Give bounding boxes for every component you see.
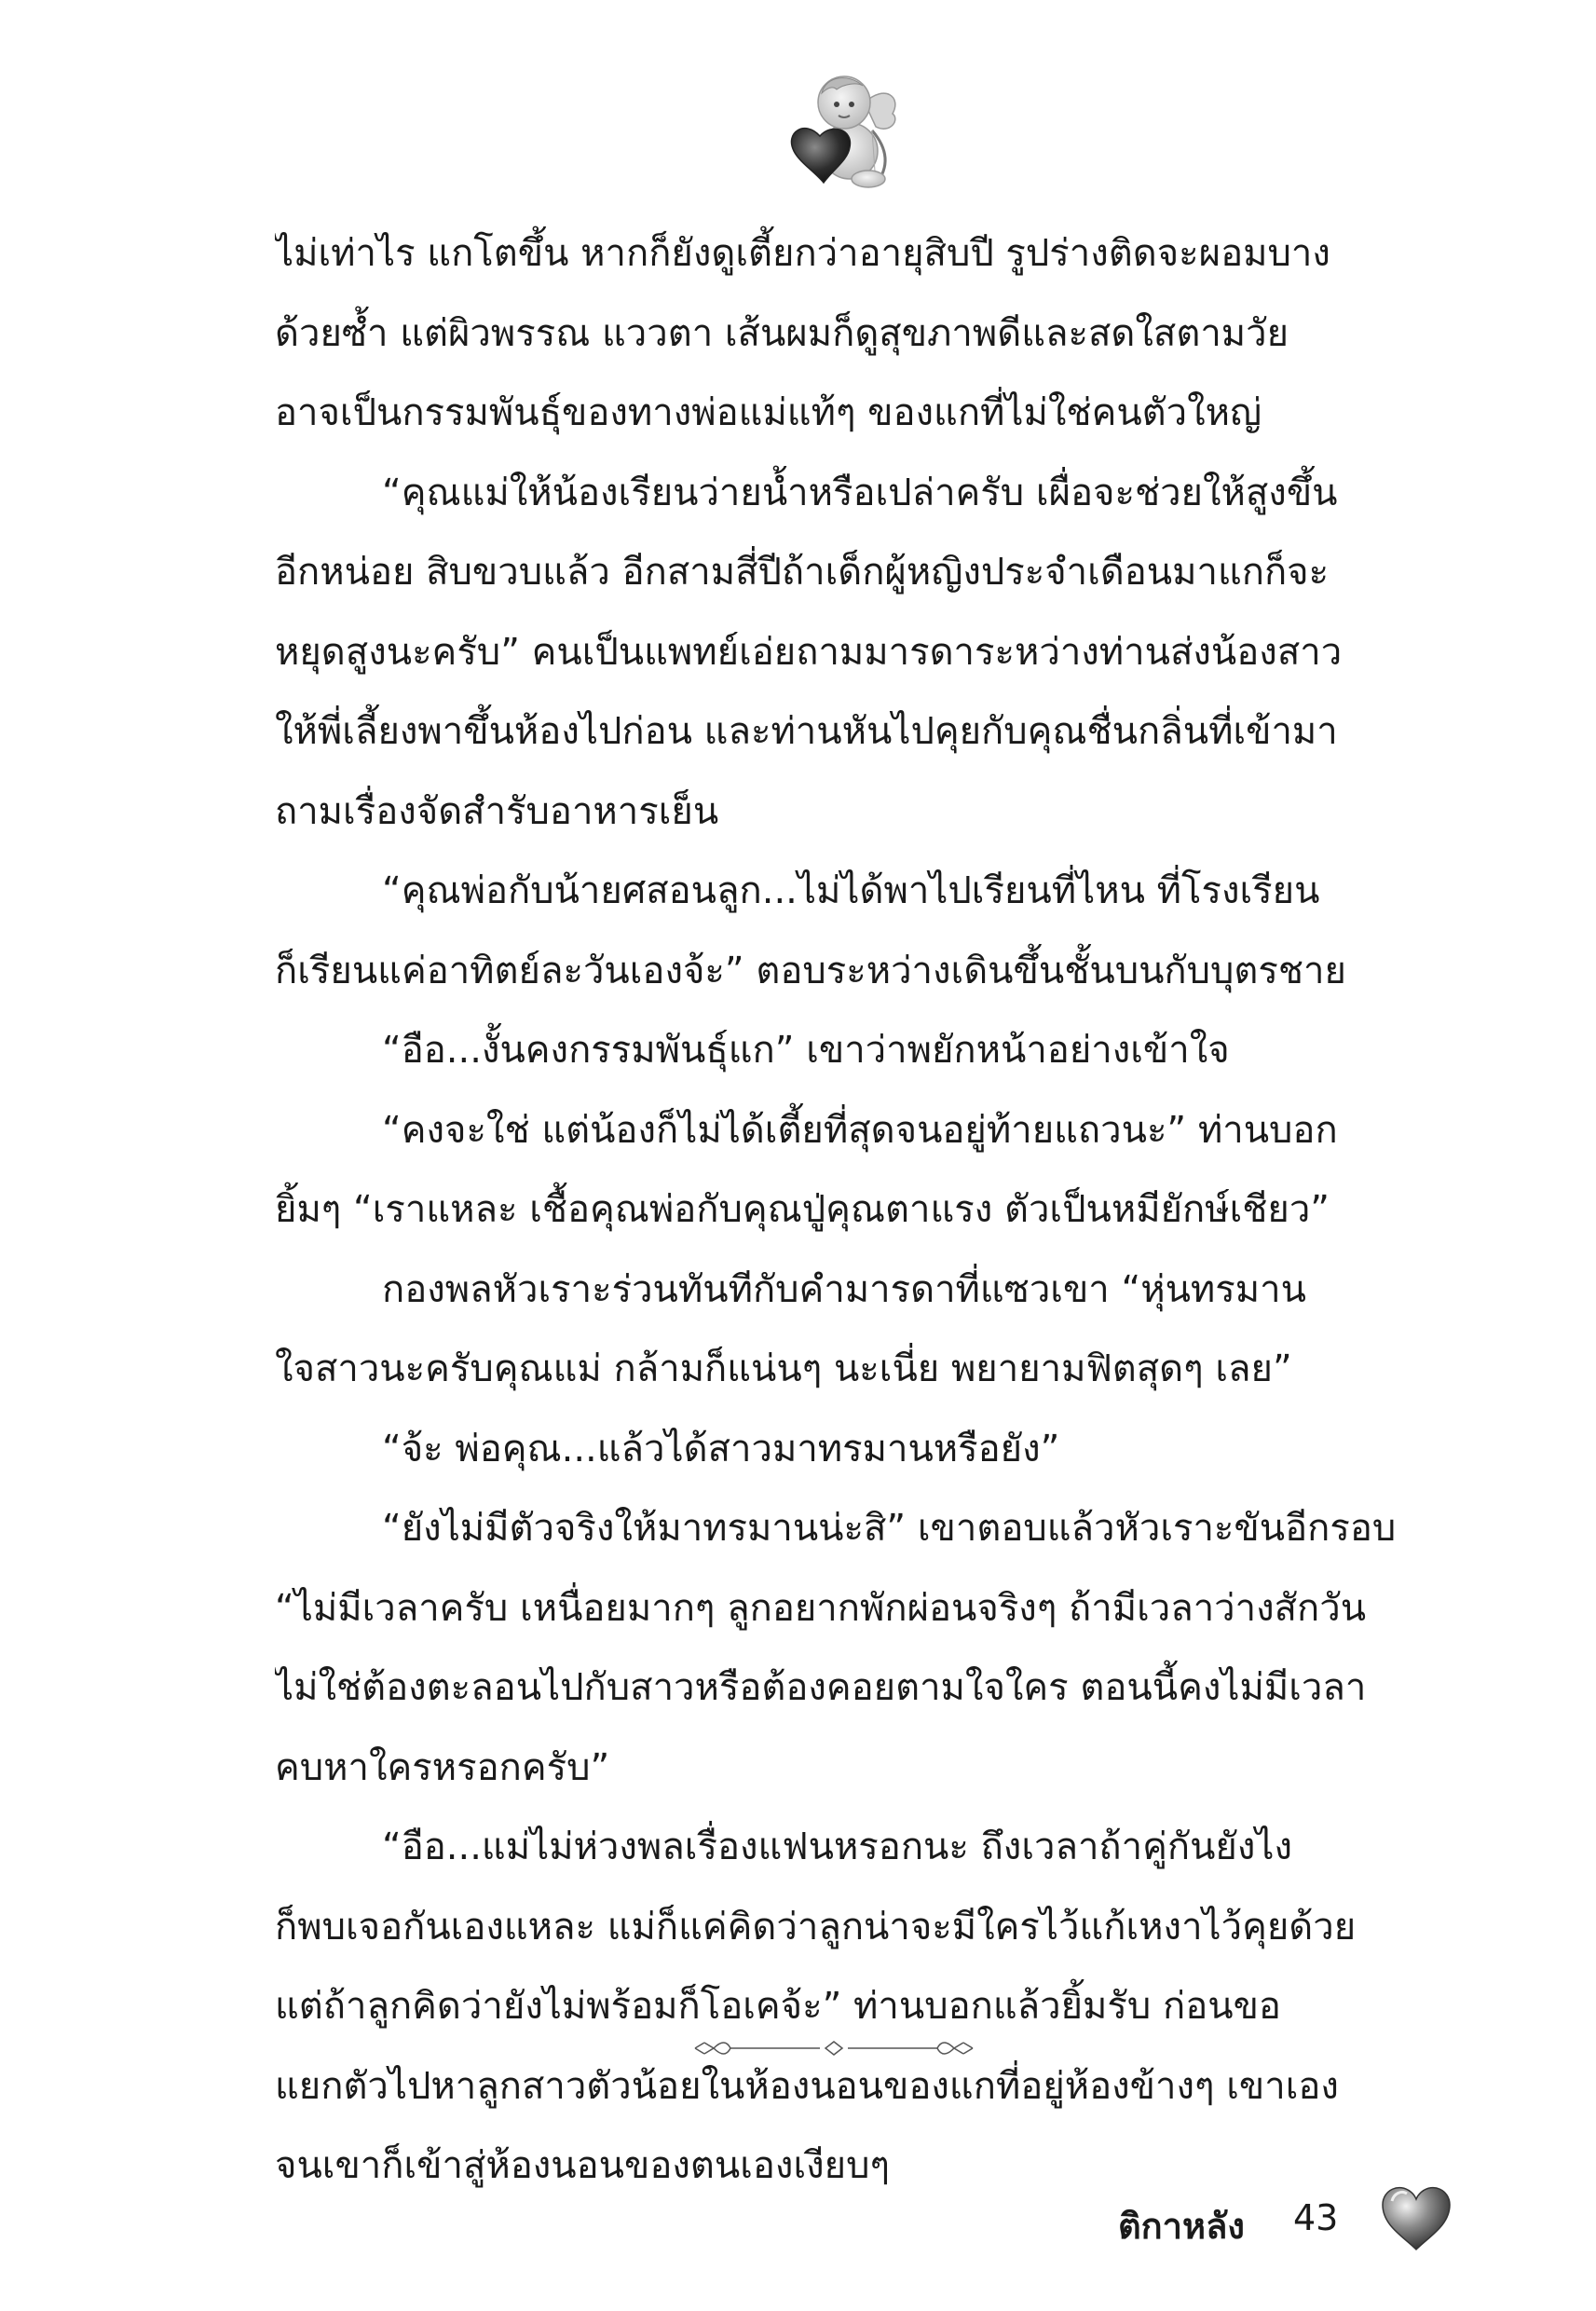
text-line: ให้พี่เลี้ยงพาขึ้นห้องไปก่อน และท่านหันไปคุยกับคุณชื่นกลิ่นที่เข้ามา xyxy=(275,710,1338,753)
cupid-heart-icon xyxy=(783,65,904,196)
text-line: หยุดสูงนะครับ” คนเป็นแพทย์เอ่ยถามมารดาระหว่างท่านส่งน้องสาว xyxy=(275,630,1343,674)
text-line: ยิ้มๆ “เราแหละ เชื้อคุณพ่อกับคุณปู่คุณตาแรง ตัวเป็นหมียักษ์เชียว” xyxy=(275,1188,1330,1231)
text-line: “อือ...แม่ไม่ห่วงพลเรื่องแฟนหรอกนะ ถึงเวลาถ้าคู่กันยังไง xyxy=(382,1826,1293,1868)
text-line: อาจเป็นกรรมพันธุ์ของทางพ่อแม่แท้ๆ ของแกที่ไม่ใช่คนตัวใหญ่ xyxy=(275,391,1262,434)
text-line: แต่ถ้าลูกคิดว่ายังไม่พร้อมก็โอเคจ้ะ” ท่านบอกแล้วยิ้มรับ ก่อนขอ xyxy=(275,1985,1281,2028)
text-line: ก็เรียนแค่อาทิตย์ละวันเองจ้ะ” ตอบระหว่างเดินขึ้นชั้นบนกับบุตรชาย xyxy=(275,949,1346,992)
book-title: ติกาหลัง xyxy=(1118,2206,1245,2247)
text-line: แยกตัวไปหาลูกสาวตัวน้อยในห้องนอนของแกที่อยู่ห้องข้างๆ เขาเอง xyxy=(275,2064,1339,2108)
text-line: ก็พบเจอกันเองแหละ แม่ก็แค่คิดว่าลูกน่าจะมีใครไว้แก้เหงาไว้คุยด้วย xyxy=(275,1905,1357,1949)
heart-icon xyxy=(1379,2181,1453,2255)
text-line: ด้วยซ้ำ แต่ผิวพรรณ แววตา เส้นผมก็ดูสุขภาพดีและสดใสตามวัย xyxy=(275,311,1289,355)
text-line: กองพลหัวเราะร่วนทันทีกับคำมารดาที่แซวเขา “หุ่นทรมาน xyxy=(382,1267,1306,1311)
text-line: “คุณพ่อกับน้ายศสอนลูก...ไม่ได้พาไปเรียนที่ไหน ที่โรงเรียน xyxy=(382,869,1320,912)
page-number: 43 xyxy=(1293,2197,1339,2238)
body-text xyxy=(275,214,1412,2207)
text-line: ถามเรื่องจัดสำรับอาหารเย็น xyxy=(275,789,719,833)
text-line: “ยังไม่มีตัวจริงให้มาทรมานน่ะสิ” เขาตอบแล้วหัวเราะขันอีกรอบ xyxy=(382,1507,1397,1550)
text-line: “คงจะใช่ แต่น้องก็ไม่ได้เตี้ยที่สุดจนอยู่ท้ายแถวนะ” ท่านบอก xyxy=(382,1108,1338,1152)
text-line: “คุณแม่ให้น้องเรียนว่ายน้ำหรือเปล่าครับ เผื่อจะช่วยให้สูงขึ้น xyxy=(382,471,1338,514)
text-line: “ไม่มีเวลาครับ เหนื่อยมากๆ ลูกอยากพักผ่อนจริงๆ ถ้ามีเวลาว่างสักวัน xyxy=(275,1586,1367,1630)
text-line: คบหาใครหรอกครับ” xyxy=(275,1745,610,1789)
text-line: ไม่เท่าไร แกโตขึ้น หากก็ยังดูเตี้ยกว่าอายุสิบปี รูปร่างติดจะผอมบาง xyxy=(275,232,1330,275)
text-line: อีกหน่อย สิบขวบแล้ว อีกสามสี่ปีถ้าเด็กผู้หญิงประจำเดือนมาแกก็จะ xyxy=(275,551,1330,594)
text-line: “อือ...งั้นคงกรรมพันธุ์แก” เขาว่าพยักหน้าอย่างเข้าใจ xyxy=(382,1029,1230,1072)
text-line: “จ้ะ พ่อคุณ...แล้วได้สาวมาทรมานหรือยัง” xyxy=(382,1427,1060,1470)
page-footer xyxy=(1099,2181,1453,2255)
text-line: จนเขาก็เข้าสู่ห้องนอนของตนเองเงียบๆ xyxy=(275,2144,890,2187)
text-line: ใจสาวนะครับคุณแม่ กล้ามก็แน่นๆ นะเนี่ย พยายามฟิตสุดๆ เลย” xyxy=(275,1347,1292,1390)
ornament-divider-icon xyxy=(689,2035,978,2061)
text-line: ไม่ใช่ต้องตะลอนไปกับสาวหรือต้องคอยตามใจใคร ตอนนี้คงไม่มีเวลา xyxy=(275,1666,1367,1709)
